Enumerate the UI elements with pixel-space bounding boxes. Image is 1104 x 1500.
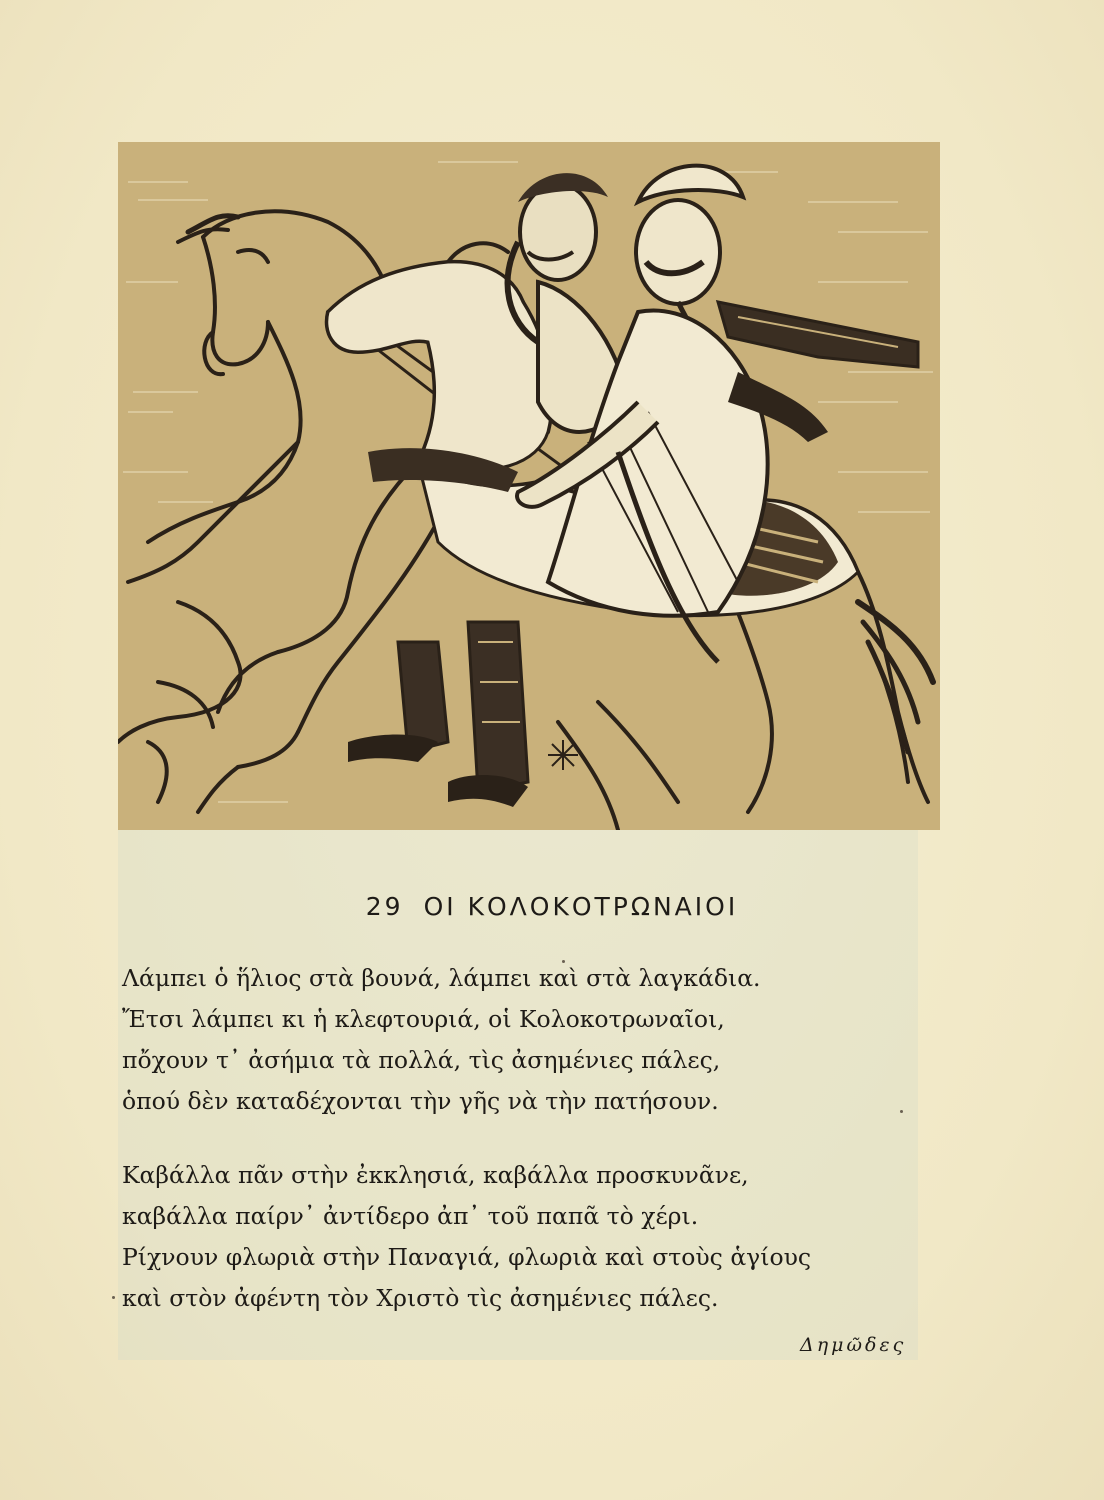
verse-line: Ρίχνουν φλωριὰ στὴν Παναγιά, φλωριὰ καὶ στοὺς ἁγίους (122, 1243, 812, 1271)
poem-title (0, 892, 1104, 921)
stanza-1 (122, 958, 761, 1122)
stanza-2 (122, 1155, 811, 1319)
paper-speck (112, 1296, 115, 1299)
verse-line: καβάλλα παίρν᾽ ἀντίδερο ἀπ᾽ τοῦ παπᾶ τὸ χέρι. (122, 1202, 699, 1230)
poem-number: 29 (365, 892, 404, 921)
verse-line: Ἔτσι λάμπει κι ἡ κλεφτουριά, οἱ Κολοκοτρωναῖοι, (122, 1005, 725, 1033)
woodcut-illustration-two-horsemen (118, 142, 940, 830)
verse-line: Καβάλλα πᾶν στὴν ἐκκλησιά, καβάλλα προσκυνᾶνε, (122, 1161, 749, 1189)
horse-head (327, 262, 552, 470)
paper-speck (562, 960, 565, 963)
paper-speck (900, 1110, 903, 1113)
poem-title-text: ΟΙ ΚΟΛΟΚΟΤΡΩΝΑΙΟΙ (423, 892, 739, 921)
verse-line: καὶ στὸν ἀφέντη τὸν Χριστὸ τὶς ἀσημένιες πάλες. (122, 1284, 719, 1312)
verse-line: πὄχουν τ᾽ ἀσήμια τὰ πολλά, τὶς ἀσημένιες πάλες, (122, 1046, 721, 1074)
verse-line: ὁπού δὲν καταδέχονται τὴν γῆς νὰ τὴν πατήσουν. (122, 1087, 719, 1115)
spur-star-icon (548, 740, 578, 770)
verse-line: Λάμπει ὁ ἥλιος στὰ βουνά, λάμπει καὶ στὰ λαγκάδια. (122, 964, 761, 992)
horsemen-drawing (118, 142, 940, 830)
poem-source: Δημῶδες (800, 1334, 907, 1356)
